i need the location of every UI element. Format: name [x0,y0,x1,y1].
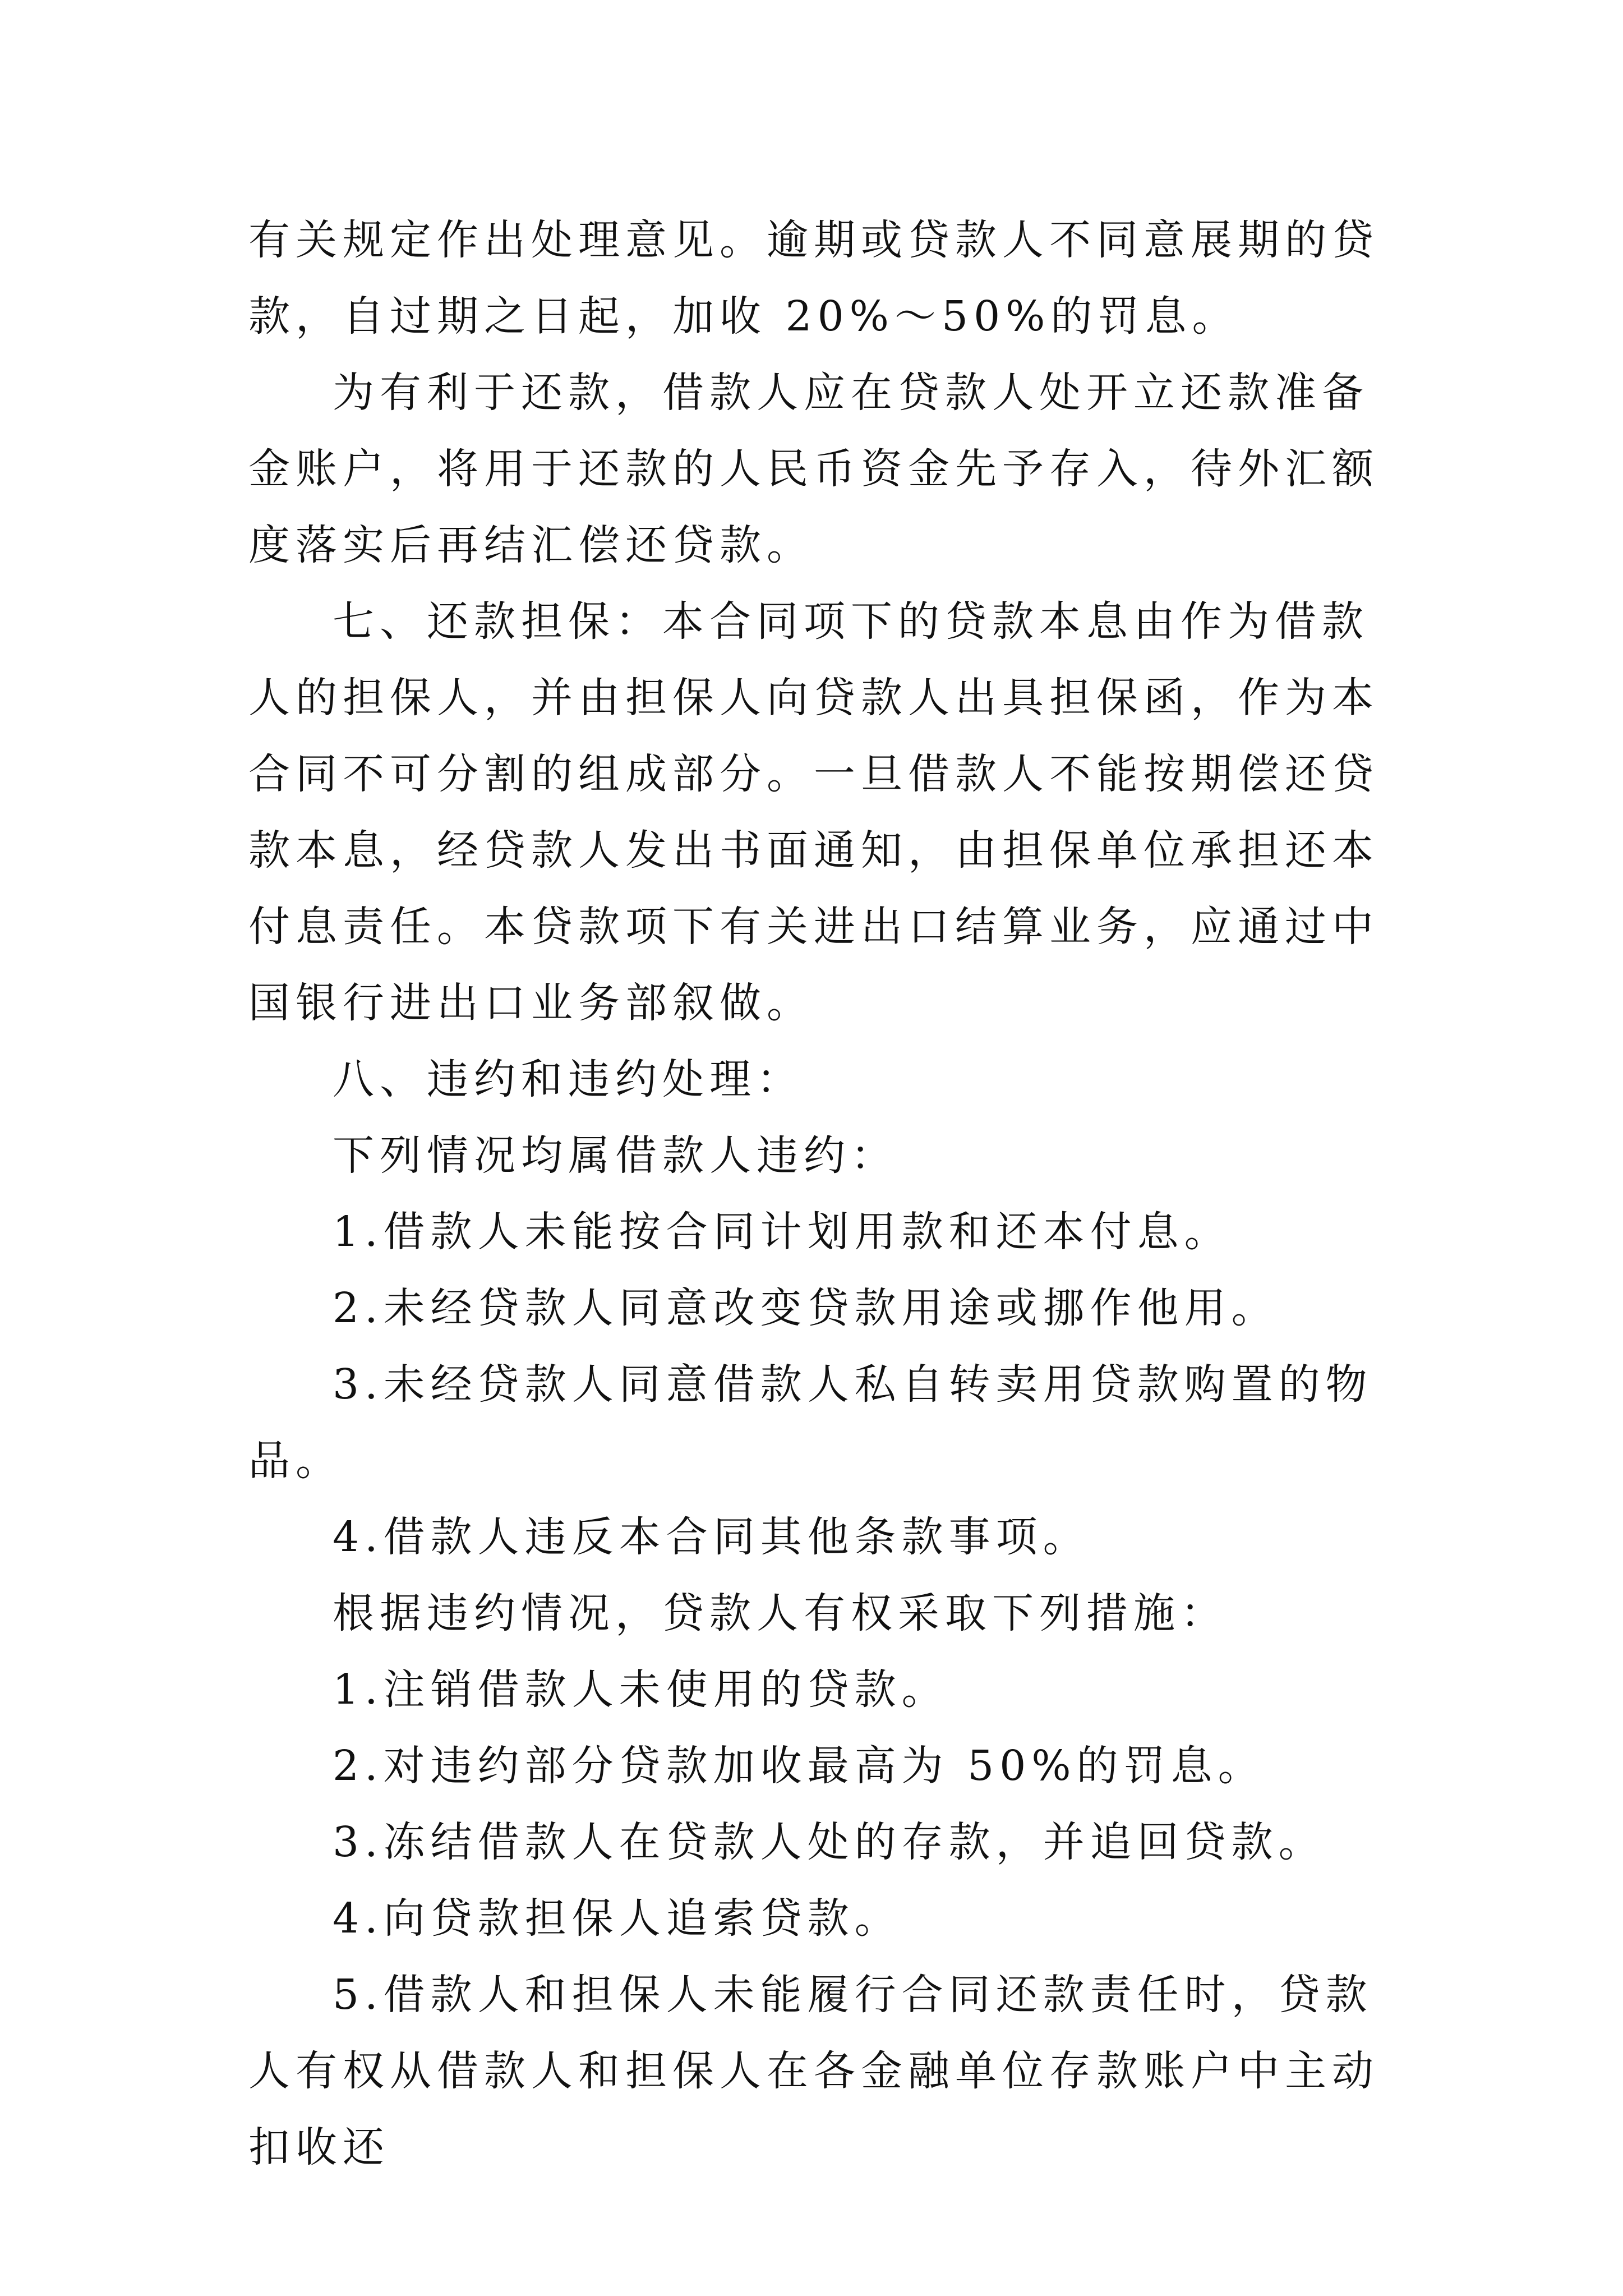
measure-item-5: 5.借款人和担保人未能履行合同还款责任时，贷款人有权从借款人和担保人在各金融单位存款账户中主动扣收还 [248,1971,1379,2171]
paragraph-repayment-account: 为有利于还款，借款人应在贷款人处开立还款准备金账户，将用于还款的人民币资金先予存入，待外汇额度落实后再结汇偿还贷款。 [248,369,1379,569]
measure-item-1: 1.注销借款人未使用的贷款。 [333,1665,949,1714]
document-body [248,202,1387,2185]
measure-item-2: 2.对违约部分贷款加收最高为 50%的罚息。 [333,1742,1265,1790]
breach-item-2: 2.未经贷款人同意改变贷款用途或挪作他用。 [333,1284,1279,1332]
section-heading-breach: 八、违约和违约处理： [333,1055,804,1103]
breach-item-1: 1.借款人未能按合同计划用款和还本付息。 [333,1208,1232,1256]
paragraph-measures-intro: 根据违约情况，贷款人有权采取下列措施： [333,1589,1228,1637]
paragraph-continuation: 有关规定作出处理意见。逾期或贷款人不同意展期的贷款，自过期之日起，加收 20%～50%的罚息。 [248,216,1379,341]
breach-item-4: 4.借款人违反本合同其他条款事项。 [333,1513,1090,1561]
measure-item-3: 3.冻结借款人在贷款人处的存款，并追回贷款。 [333,1818,1326,1866]
measure-item-4: 4.向贷款担保人追索贷款。 [333,1894,902,1943]
breach-item-3: 3.未经贷款人同意借款人私自转卖用贷款购置的物品。 [248,1360,1373,1485]
paragraph-repayment-guarantee: 七、还款担保：本合同项下的贷款本息由作为借款人的担保人，并由担保人向贷款人出具担保函，作为本合同不可分割的组成部分。一旦借款人不能按期偿还贷款本息，经贷款人发出书面通知，由担保单位承担还本付息责任。本贷款项下有关进出口结算业务，应通过中国银行进出口业务部叙做。 [248,597,1379,1027]
paragraph-breach-intro: 下列情况均属借款人违约： [333,1131,898,1180]
